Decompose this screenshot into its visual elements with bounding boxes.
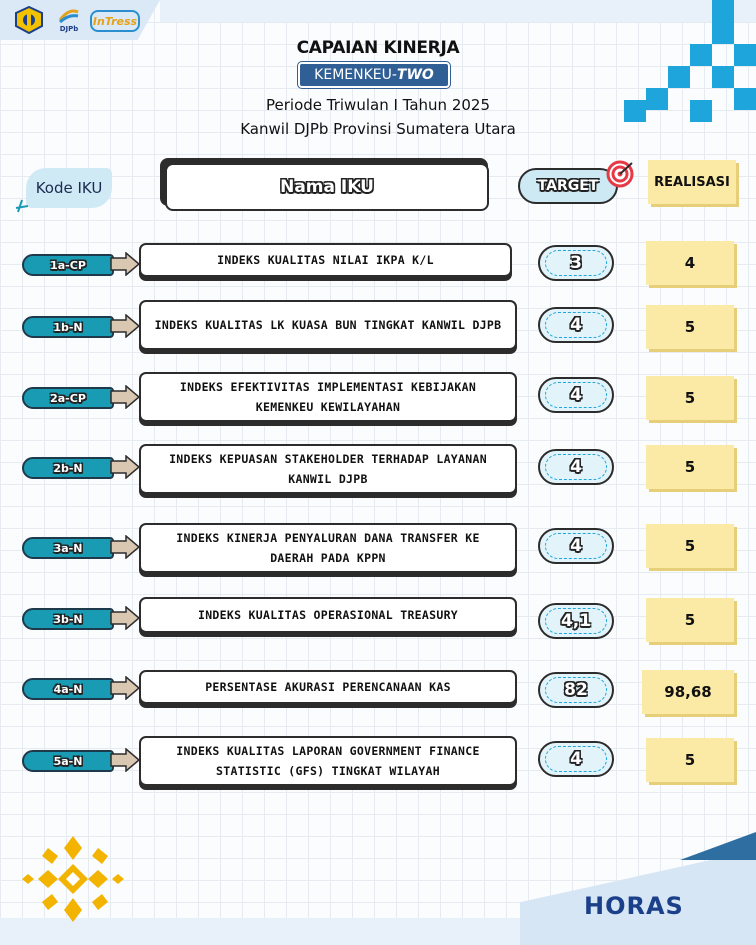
row-4-code: 2b-N [22, 457, 114, 479]
arrow-right-icon [110, 676, 140, 700]
row-8-name: INDEKS KUALITAS LAPORAN GOVERNMENT FINANCE STATISTIC (GFS) TINGKAT WILAYAH [139, 736, 517, 786]
row-6-name: INDEKS KUALITAS OPERASIONAL TREASURY [139, 597, 517, 633]
row-3-target: 4 [538, 377, 614, 413]
kemenkeu-logo [12, 6, 46, 34]
column-header-target-label: TARGET [537, 178, 599, 194]
row-5-realisasi: 5 [646, 524, 734, 568]
row-8-target: 4 [538, 741, 614, 777]
row-3-realisasi: 5 [646, 376, 734, 420]
arrow-right-icon [110, 748, 140, 772]
row-1-realisasi: 4 [646, 241, 734, 285]
arrow-right-icon [110, 314, 140, 338]
row-3-code: 2a-CP [22, 387, 114, 409]
row-5-code: 3a-N [22, 537, 114, 559]
top-band [160, 0, 756, 22]
gold-ornament-icon [18, 834, 128, 924]
row-1-target: 3 [538, 245, 614, 281]
row-6-realisasi: 5 [646, 598, 734, 642]
row-8-realisasi: 5 [646, 738, 734, 782]
footer-accent [680, 820, 756, 860]
row-8-code: 5a-N [22, 750, 114, 772]
report-office: Kanwil DJPb Provinsi Sumatera Utara [240, 120, 516, 138]
row-6-code: 3b-N [22, 608, 114, 630]
horas-logo [584, 892, 694, 926]
kemenkeu-emblem-icon [14, 6, 44, 34]
horas-wordmark: HORAS [584, 892, 684, 920]
row-6-target: 4,1 [538, 603, 614, 639]
sparkle-icon [14, 196, 34, 214]
row-2-realisasi: 5 [646, 305, 734, 349]
djpb-label: DJPb [59, 24, 79, 33]
arrow-right-icon [110, 535, 140, 559]
row-4-realisasi: 5 [646, 445, 734, 489]
row-4-target: 4 [538, 449, 614, 485]
column-header-kode: Kode IKU [26, 168, 112, 208]
row-7-target: 82 [538, 672, 614, 708]
djpb-swoosh-icon [58, 8, 80, 24]
row-2-name: INDEKS KUALITAS LK KUASA BUN TINGKAT KANWIL DJPB [139, 300, 517, 350]
column-header-nama-label: Nama IKU [280, 177, 374, 197]
row-3-name: INDEKS EFEKTIVITAS IMPLEMENTASI KEBIJAKAN KEMENKEU KEWILAYAHAN [139, 372, 517, 422]
badge-suffix: TWO [396, 67, 434, 83]
row-2-code: 1b-N [22, 316, 114, 338]
row-4-name: INDEKS KEPUASAN STAKEHOLDER TERHADAP LAYANAN KANWIL DJPB [139, 444, 517, 494]
arrow-right-icon [110, 385, 140, 409]
arrow-right-icon [110, 252, 140, 276]
djpb-logo [54, 6, 84, 34]
row-7-name: PERSENTASE AKURASI PERENCANAAN KAS [139, 670, 517, 704]
row-5-name: INDEKS KINERJA PENYALURAN DANA TRANSFER KE DAERAH PADA KPPN [139, 523, 517, 573]
column-header-realisasi: REALISASI [648, 160, 736, 204]
row-1-code: 1a-CP [22, 254, 114, 276]
target-icon [606, 160, 634, 188]
row-7-realisasi: 98,68 [642, 670, 734, 714]
row-5-target: 4 [538, 528, 614, 564]
page-title: CAPAIAN KINERJA [296, 38, 460, 58]
column-header-target [518, 168, 618, 204]
row-1-name: INDEKS KUALITAS NILAI IKPA K/L [139, 243, 512, 277]
report-period: Periode Triwulan I Tahun 2025 [266, 96, 490, 114]
badge-prefix: KEMENKEU- [314, 67, 397, 83]
arrow-right-icon [110, 455, 140, 479]
program-badge [298, 62, 450, 88]
arrow-right-icon [110, 606, 140, 630]
row-2-target: 4 [538, 307, 614, 343]
row-7-code: 4a-N [22, 678, 114, 700]
intress-logo: InTress [90, 10, 140, 32]
column-header-nama [165, 163, 489, 211]
